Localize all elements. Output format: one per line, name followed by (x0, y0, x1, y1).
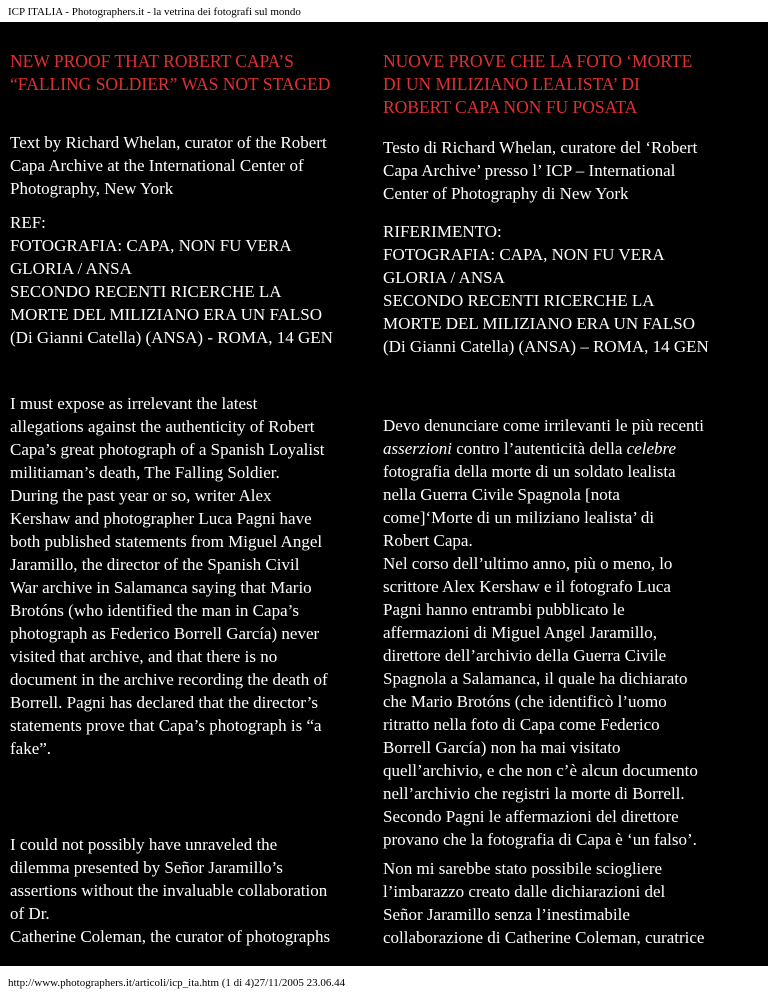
text-line (383, 437, 704, 460)
text-line: che Mario Brotóns (che identificò l’uomo (383, 692, 667, 711)
title-line: NEW PROOF THAT ROBERT CAPA’S (10, 51, 294, 71)
text-line: RIFERIMENTO: (383, 222, 502, 241)
text-line: Borrell García) non ha mai visitato (383, 738, 621, 757)
text-line: Capa’s great photograph of a Spanish Loyalist (10, 440, 325, 459)
text-line: nella Guerra Civile Spagnola [nota (383, 485, 620, 504)
text-line: militiaman’s death, The Falling Soldier. (10, 463, 280, 482)
italian-paragraph-2 (383, 857, 704, 949)
text-line: I must expose as irrelevant the latest (10, 394, 258, 413)
text-line: Center of Photography di New York (383, 184, 629, 203)
italian-reference (383, 220, 709, 358)
text-line: dilemma presented by Señor Jaramillo’s (10, 858, 283, 877)
text-line: Spagnola a Salamanca, il quale ha dichiarato (383, 669, 688, 688)
english-byline (10, 131, 327, 200)
text-line: FOTOGRAFIA: CAPA, NON FU VERA (383, 245, 665, 264)
text-line: War archive in Salamanca saying that Mario (10, 578, 312, 597)
text-line: Devo denunciare come irrilevanti le più recenti (383, 416, 704, 435)
text-line: FOTOGRAFIA: CAPA, NON FU VERA (10, 236, 292, 255)
text-line: Pagni hanno entrambi pubblicato le (383, 600, 625, 619)
text-line: assertions without the invaluable collaboration (10, 881, 328, 900)
text-line: Non mi sarebbe stato possibile sciogliere (383, 859, 663, 878)
text-line: Kershaw and photographer Luca Pagni have (10, 509, 312, 528)
emphasis-asserzioni: asserzioni (383, 439, 452, 458)
text-line: affermazioni di Miguel Angel Jaramillo, (383, 623, 657, 642)
text-line: Nel corso dell’ultimo anno, più o meno, lo (383, 554, 673, 573)
text-line: Señor Jaramillo senza l’inestimabile (383, 905, 630, 924)
english-title (10, 50, 330, 96)
text-line: statements prove that Capa’s photograph is “a (10, 716, 322, 735)
text-line: allegations against the authenticity of Robert (10, 417, 315, 436)
page-header: ICP ITALIA - Photographers.it - la vetrina dei fotografi sul mondo (8, 6, 301, 18)
text-line: visited that archive, and that there is no (10, 647, 278, 666)
text-line: Text by Richard Whelan, curator of the Robert (10, 133, 327, 152)
text-line: Secondo Pagni le affermazioni del direttore (383, 807, 679, 826)
text-line: collaborazione di Catherine Coleman, curatrice (383, 928, 705, 947)
text-line: provano che la fotografia di Capa è ‘un falso’. (383, 830, 697, 849)
text-line: nell’archivio che registri la morte di Borrell. (383, 784, 685, 803)
italian-title (383, 50, 692, 119)
text-line: l’imbarazzo creato dalle dichiarazioni del (383, 882, 666, 901)
text-line: direttore dell’archivio della Guerra Civile (383, 646, 667, 665)
title-line: “FALLING SOLDIER” WAS NOT STAGED (10, 74, 331, 94)
text-line: REF: (10, 213, 46, 232)
text-line: both published statements from Miguel Angel (10, 532, 323, 551)
text-line: MORTE DEL MILIZIANO ERA UN FALSO (10, 305, 323, 324)
text-line: (Di Gianni Catella) (ANSA) - ROMA, 14 GEN (10, 328, 333, 347)
emphasis-celebre: celebre (626, 439, 677, 458)
english-paragraph-2 (10, 833, 330, 948)
text-line: quell’archivio, e che non c’è alcun documento (383, 761, 698, 780)
text-line: Capa Archive’ presso l’ ICP – International (383, 161, 676, 180)
text-line: Jaramillo, the director of the Spanish Civil (10, 555, 300, 574)
text-line: I could not possibly have unraveled the (10, 835, 278, 854)
text-line: MORTE DEL MILIZIANO ERA UN FALSO (383, 314, 696, 333)
english-reference (10, 211, 333, 349)
text-line: GLORIA / ANSA (383, 268, 505, 287)
text-line: (Di Gianni Catella) (ANSA) – ROMA, 14 GEN (383, 337, 709, 356)
page-footer-url: http://www.photographers.it/articoli/icp_ita.htm (1 di 4)27/11/2005 23.06.44 (8, 977, 346, 989)
text-line: Brotóns (who identified the man in Capa’s (10, 601, 299, 620)
text-line: of Dr. (10, 904, 50, 923)
title-line: DI UN MILIZIANO LEALISTA’ DI (383, 74, 640, 94)
text-line: come]‘Morte di un miliziano lealista’ di (383, 508, 655, 527)
text-line: scrittore Alex Kershaw e il fotografo Luca (383, 577, 671, 596)
english-paragraph-1 (10, 392, 328, 760)
text-line: ritratto nella foto di Capa come Federico (383, 715, 660, 734)
text-line: fotografia della morte di un soldato lealista (383, 462, 676, 481)
text-line: Capa Archive at the International Center of (10, 156, 304, 175)
text-line: photograph as Federico Borrell García) never (10, 624, 320, 643)
text-line: Borrell. Pagni has declared that the director’s (10, 693, 318, 712)
text-fragment: contro l’autenticità della (451, 439, 627, 458)
text-line: Catherine Coleman, the curator of photographs (10, 927, 331, 946)
text-line: SECONDO RECENTI RICERCHE LA (10, 282, 282, 301)
text-line: SECONDO RECENTI RICERCHE LA (383, 291, 655, 310)
italian-byline (383, 136, 697, 205)
text-line: Photography, New York (10, 179, 174, 198)
text-line: GLORIA / ANSA (10, 259, 132, 278)
text-line: fake”. (10, 739, 52, 758)
title-line: NUOVE PROVE CHE LA FOTO ‘MORTE (383, 51, 693, 71)
text-line: Robert Capa. (383, 531, 473, 550)
text-line: Testo di Richard Whelan, curatore del ‘Robert (383, 138, 698, 157)
title-line: ROBERT CAPA NON FU POSATA (383, 97, 638, 117)
italian-paragraph-1 (383, 414, 704, 851)
text-line: document in the archive recording the death of (10, 670, 328, 689)
text-line: During the past year or so, writer Alex (10, 486, 272, 505)
